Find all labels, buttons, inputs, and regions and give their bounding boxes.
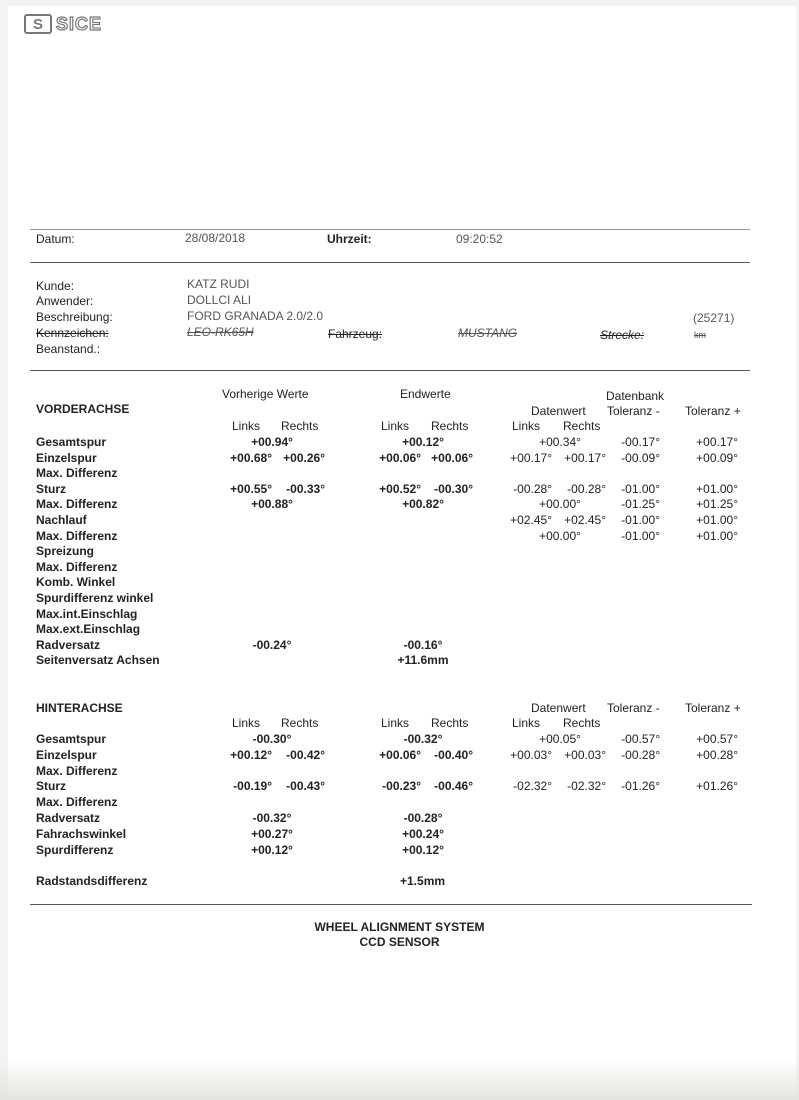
value-db-l: +02.45° (510, 513, 552, 527)
value-tol-plus: +01.26° (696, 779, 738, 794)
row-label: Radversatz (36, 811, 101, 825)
value-end-center: -00.16° (403, 637, 443, 652)
value-prev-r: -00.42° (286, 747, 325, 762)
front-title: VORDERACHSE (36, 402, 130, 416)
radstand-label: Radstandsdifferenz (36, 874, 148, 888)
value-db-l: -02.32° (513, 779, 552, 794)
row-label: Spurdifferenz winkel (36, 591, 154, 605)
value-end-l: +00.52° (379, 481, 421, 496)
anwender-label: Anwender: (36, 294, 94, 308)
row-label: Sturz (36, 779, 66, 794)
kennzeichen-value: LEO-RK65H (187, 325, 254, 339)
value-end-r: +00.06° (431, 450, 473, 465)
value-db-l: -00.28° (513, 481, 552, 496)
anwender-value: DOLLCI ALI (187, 293, 252, 307)
value-prev-center: +00.88° (251, 497, 293, 512)
value-db-r: +00.17° (564, 450, 606, 465)
row-label: Nachlauf (36, 513, 87, 527)
radstand-value: +1.5mm (400, 874, 446, 888)
front-col-tol-minus: Toleranz - (607, 404, 660, 418)
value-tol-plus: +00.57° (696, 732, 738, 746)
value-end-l: +00.06° (379, 747, 421, 762)
value-db-center: +00.34° (539, 435, 581, 449)
value-db-l: +00.03° (510, 747, 552, 762)
footer-rule (30, 904, 752, 905)
value-tol-minus: -00.09° (621, 450, 660, 465)
front-prev-rechts: Rechts (281, 419, 319, 433)
value-prev-center: +00.94° (251, 435, 293, 449)
rear-prev-links: Links (232, 716, 261, 730)
row-label: Sturz (36, 481, 66, 496)
row-label: Max. Differenz (36, 763, 118, 778)
rear-col-datenwert: Datenwert (531, 701, 586, 715)
row-label: Gesamtspur (36, 435, 107, 449)
beschreibung-value: FORD GRANADA 2.0/2.0 (187, 309, 324, 323)
uhrzeit-label: Uhrzeit: (327, 232, 372, 246)
value-tol-plus: +00.09° (696, 450, 738, 465)
value-end-center: -00.28° (403, 811, 443, 825)
value-tol-minus: -00.17° (621, 435, 660, 449)
value-tol-plus: +01.00° (696, 513, 738, 527)
value-db-r: -00.28° (567, 481, 606, 496)
beanstand-label: Beanstand.: (36, 342, 101, 356)
sice-logo (24, 14, 102, 34)
value-tol-minus: -01.00° (621, 513, 660, 527)
value-prev-r: +00.26° (283, 450, 325, 465)
kennzeichen-label: Kennzeichen: (36, 326, 109, 340)
rear-col-tol-minus: Toleranz - (607, 701, 660, 715)
value-db-l: +00.17° (510, 450, 552, 465)
front-col-db: Datenbank (606, 389, 665, 403)
row-label: Spurdifferenz (36, 842, 114, 857)
row-label: Einzelspur (36, 450, 97, 465)
rear-end-rechts: Rechts (431, 716, 469, 730)
value-prev-center: -00.30° (252, 732, 292, 746)
value-prev-center: -00.32° (252, 811, 292, 825)
value-tol-plus: +01.00° (696, 528, 738, 543)
rear-db-rechts: Rechts (563, 716, 601, 730)
rear-end-links: Links (381, 716, 410, 730)
row-label: Max. Differenz (36, 795, 118, 810)
front-db-links: Links (512, 419, 541, 433)
value-db-r: +02.45° (564, 513, 606, 527)
value-prev-l: +00.12° (230, 747, 272, 762)
front-db-rechts: Rechts (563, 419, 601, 433)
value-prev-center: -00.24° (252, 637, 292, 652)
row-label: Fahrachswinkel (36, 826, 127, 841)
value-tol-plus: +00.17° (696, 435, 738, 449)
beschreibung-label: Beschreibung: (36, 310, 113, 324)
value-db-center: +00.05° (539, 732, 581, 746)
front-col-datenwert: Datenwert (531, 404, 586, 418)
front-col-prev: Vorherige Werte (222, 387, 309, 401)
row-label: Max. Differenz (36, 528, 118, 543)
value-end-center: +00.24° (402, 826, 444, 841)
value-tol-plus: +01.00° (696, 481, 738, 496)
datum-value: 28/08/2018 (185, 231, 246, 245)
rear-prev-rechts: Rechts (281, 716, 319, 730)
front-col-tol-plus: Toleranz + (685, 404, 741, 418)
front-prev-links: Links (232, 419, 261, 433)
value-end-center: -00.32° (403, 732, 443, 746)
fahrzeug-value: MUSTANG (458, 326, 518, 340)
row-label: Max. Differenz (36, 559, 118, 574)
value-tol-minus: -01.00° (621, 528, 660, 543)
logo-text: SICE (56, 14, 103, 34)
row-label: Spreizung (36, 544, 95, 559)
logo-mark: S (24, 14, 52, 34)
row-label: Max. Differenz (36, 497, 118, 512)
value-prev-r: -00.33° (286, 481, 325, 496)
rear-db-links: Links (512, 716, 541, 730)
value-prev-l: -00.19° (233, 779, 272, 794)
row-label: Max.ext.Einschlag (36, 622, 141, 637)
value-tol-minus: -01.25° (621, 497, 660, 512)
row-label: Einzelspur (36, 747, 97, 762)
value-tol-minus: -00.28° (621, 747, 660, 762)
uhrzeit-value: 09:20:52 (456, 232, 503, 246)
row-label: Max. Differenz (36, 466, 118, 481)
value-end-r: -00.40° (434, 747, 473, 762)
row-label: Seitenversatz Achsen (36, 653, 160, 668)
value-db-center: +00.00° (539, 528, 581, 543)
front-end-links: Links (381, 419, 410, 433)
kunde-label: Kunde: (36, 279, 75, 293)
header-bottom-rule (30, 262, 750, 263)
value-tol-plus: +00.28° (696, 747, 738, 762)
datum-label: Datum: (36, 232, 75, 246)
value-db-r: -02.32° (567, 779, 606, 794)
value-end-center: +11.6mm (397, 653, 449, 668)
row-label: Max.int.Einschlag (36, 606, 138, 621)
value-end-l: -00.23° (382, 779, 421, 794)
row-label: Radversatz (36, 637, 101, 652)
value-end-center: +00.12° (402, 842, 444, 857)
value-end-l: +00.06° (379, 450, 421, 465)
footer-line2: CCD SENSOR (359, 935, 440, 949)
value-end-center: +00.82° (402, 497, 444, 512)
header-top-rule (30, 229, 750, 230)
beschreibung-code: (25271) (693, 311, 735, 325)
value-prev-center: +00.12° (251, 842, 293, 857)
row-label: Gesamtspur (36, 732, 107, 746)
value-end-r: -00.46° (434, 779, 473, 794)
strecke-label: Strecke: (600, 328, 645, 342)
front-col-end: Endwerte (400, 387, 451, 401)
value-prev-l: +00.55° (230, 481, 272, 496)
fahrzeug-label: Fahrzeug: (328, 327, 383, 341)
value-prev-r: -00.43° (286, 779, 325, 794)
rear-title: HINTERACHSE (36, 701, 123, 715)
value-prev-center: +00.27° (251, 826, 293, 841)
front-end-rechts: Rechts (431, 419, 469, 433)
value-db-r: +00.03° (564, 747, 606, 762)
value-end-r: -00.30° (434, 481, 473, 496)
paper-edge-shadow (0, 1060, 799, 1100)
row-label: Komb. Winkel (36, 575, 116, 590)
value-prev-l: +00.68° (230, 450, 272, 465)
footer-line1: WHEEL ALIGNMENT SYSTEM (314, 920, 485, 934)
rear-col-tol-plus: Toleranz + (685, 701, 741, 715)
value-tol-plus: +01.25° (696, 497, 738, 512)
value-end-center: +00.12° (402, 435, 444, 449)
value-db-center: +00.00° (539, 497, 581, 512)
strecke-value: km (694, 330, 706, 340)
value-tol-minus: -01.26° (621, 779, 660, 794)
customer-bottom-rule (30, 370, 750, 371)
value-tol-minus: -00.57° (621, 732, 660, 746)
kunde-value: KATZ RUDI (187, 277, 250, 291)
value-tol-minus: -01.00° (621, 481, 660, 496)
